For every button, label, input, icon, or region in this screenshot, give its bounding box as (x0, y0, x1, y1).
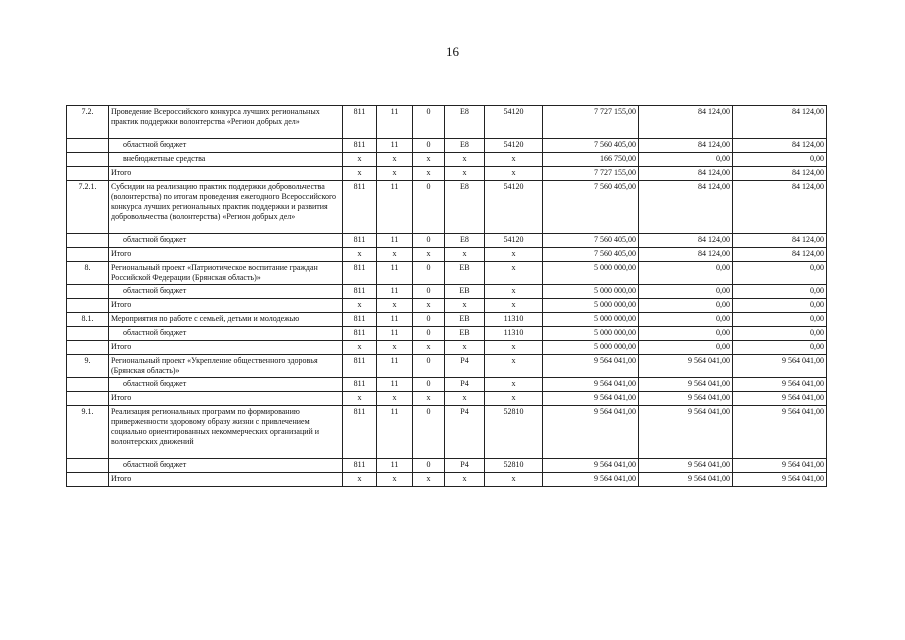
amount-1-cell: 5 000 000,00 (543, 313, 639, 327)
row-number-cell: 7.2.1. (67, 181, 109, 234)
row-number-cell (67, 248, 109, 262)
project-code-cell: E8 (445, 234, 485, 248)
program-code-cell: 0 (413, 285, 445, 299)
section-code-cell: 11 (377, 181, 413, 234)
row-name-cell: Региональный проект «Патриотическое воспитание граждан Российской Федерации (Брянская область)» (109, 262, 343, 285)
direction-code-cell: 52810 (485, 459, 543, 473)
project-code-cell: x (445, 341, 485, 355)
project-code-cell: x (445, 153, 485, 167)
amount-2-cell: 0,00 (639, 299, 733, 313)
row-name-cell: областной бюджет (109, 327, 343, 341)
section-code-cell: 11 (377, 378, 413, 392)
amount-1-cell: 9 564 041,00 (543, 378, 639, 392)
amount-3-cell: 9 564 041,00 (733, 473, 827, 487)
section-code-cell: x (377, 299, 413, 313)
amount-1-cell: 5 000 000,00 (543, 327, 639, 341)
row-number-cell: 8.1. (67, 313, 109, 327)
program-code-cell: x (413, 167, 445, 181)
program-code-cell: 0 (413, 355, 445, 378)
amount-2-cell: 84 124,00 (639, 139, 733, 153)
program-code-cell: 0 (413, 234, 445, 248)
amount-1-cell: 7 560 405,00 (543, 181, 639, 234)
program-code-cell: x (413, 153, 445, 167)
table-row (67, 459, 827, 473)
project-code-cell: x (445, 248, 485, 262)
table-row (67, 106, 827, 139)
direction-code-cell: x (485, 473, 543, 487)
ministry-code-cell: 811 (343, 139, 377, 153)
amount-1-cell: 7 560 405,00 (543, 139, 639, 153)
direction-code-cell: x (485, 167, 543, 181)
ministry-code-cell: x (343, 167, 377, 181)
row-name-cell: областной бюджет (109, 459, 343, 473)
row-name-cell: областной бюджет (109, 285, 343, 299)
section-code-cell: x (377, 392, 413, 406)
amount-3-cell: 84 124,00 (733, 139, 827, 153)
ministry-code-cell: 811 (343, 327, 377, 341)
direction-code-cell: x (485, 392, 543, 406)
section-code-cell: 11 (377, 459, 413, 473)
amount-2-cell: 0,00 (639, 285, 733, 299)
amount-1-cell: 9 564 041,00 (543, 406, 639, 459)
amount-1-cell: 5 000 000,00 (543, 285, 639, 299)
section-code-cell: 11 (377, 106, 413, 139)
direction-code-cell: x (485, 378, 543, 392)
amount-3-cell: 0,00 (733, 313, 827, 327)
amount-2-cell: 0,00 (639, 262, 733, 285)
project-code-cell: E8 (445, 106, 485, 139)
direction-code-cell: x (485, 299, 543, 313)
amount-2-cell: 0,00 (639, 153, 733, 167)
amount-3-cell: 0,00 (733, 262, 827, 285)
ministry-code-cell: 811 (343, 285, 377, 299)
amount-1-cell: 7 560 405,00 (543, 234, 639, 248)
table-row (67, 285, 827, 299)
amount-1-cell: 5 000 000,00 (543, 299, 639, 313)
table-row (67, 262, 827, 285)
ministry-code-cell: 811 (343, 313, 377, 327)
table-row (67, 392, 827, 406)
row-number-cell (67, 285, 109, 299)
row-name-cell: Итого (109, 248, 343, 262)
amount-2-cell: 0,00 (639, 313, 733, 327)
row-name-cell: областной бюджет (109, 234, 343, 248)
row-number-cell (67, 327, 109, 341)
direction-code-cell: x (485, 341, 543, 355)
ministry-code-cell: 811 (343, 234, 377, 248)
ministry-code-cell: x (343, 299, 377, 313)
project-code-cell: x (445, 299, 485, 313)
row-number-cell: 8. (67, 262, 109, 285)
budget-table (66, 105, 827, 487)
program-code-cell: 0 (413, 262, 445, 285)
section-code-cell: 11 (377, 285, 413, 299)
amount-3-cell: 9 564 041,00 (733, 392, 827, 406)
direction-code-cell: 54120 (485, 181, 543, 234)
amount-2-cell: 84 124,00 (639, 248, 733, 262)
row-name-cell: Реализация региональных программ по формированию приверженности здоровому образу жизни с привлечением социально ориентированных некоммерческих организаций и волонтерских движений (109, 406, 343, 459)
row-name-cell: Субсидии на реализацию практик поддержки добровольчества (волонтерства) по итогам проведения ежегодного Всероссийского конкурса лучших региональных практик поддержки и развития добровольчества (волонтерства) «Регион добрых дел» (109, 181, 343, 234)
amount-3-cell: 84 124,00 (733, 234, 827, 248)
section-code-cell: x (377, 167, 413, 181)
row-name-cell: Итого (109, 392, 343, 406)
program-code-cell: 0 (413, 313, 445, 327)
amount-2-cell: 84 124,00 (639, 234, 733, 248)
project-code-cell: EB (445, 285, 485, 299)
table-row (67, 139, 827, 153)
ministry-code-cell: x (343, 248, 377, 262)
amount-3-cell: 0,00 (733, 341, 827, 355)
table-row (67, 153, 827, 167)
section-code-cell: 11 (377, 139, 413, 153)
program-code-cell: 0 (413, 106, 445, 139)
amount-2-cell: 9 564 041,00 (639, 473, 733, 487)
amount-3-cell: 9 564 041,00 (733, 378, 827, 392)
direction-code-cell: x (485, 262, 543, 285)
row-name-cell: Региональный проект «Укрепление общественного здоровья (Брянская область)» (109, 355, 343, 378)
ministry-code-cell: x (343, 473, 377, 487)
project-code-cell: P4 (445, 406, 485, 459)
amount-2-cell: 84 124,00 (639, 106, 733, 139)
row-number-cell (67, 459, 109, 473)
row-name-cell: Итого (109, 299, 343, 313)
row-number-cell (67, 167, 109, 181)
project-code-cell: P4 (445, 459, 485, 473)
ministry-code-cell: 811 (343, 459, 377, 473)
row-number-cell (67, 378, 109, 392)
table-row (67, 355, 827, 378)
amount-3-cell: 9 564 041,00 (733, 355, 827, 378)
amount-2-cell: 84 124,00 (639, 167, 733, 181)
row-name-cell: Итого (109, 473, 343, 487)
row-name-cell: Мероприятия по работе с семьей, детьми и молодежью (109, 313, 343, 327)
table-row (67, 378, 827, 392)
amount-3-cell: 0,00 (733, 153, 827, 167)
ministry-code-cell: x (343, 153, 377, 167)
amount-3-cell: 84 124,00 (733, 248, 827, 262)
table-row (67, 313, 827, 327)
table-row (67, 327, 827, 341)
table-row (67, 234, 827, 248)
direction-code-cell: 54120 (485, 234, 543, 248)
project-code-cell: P4 (445, 355, 485, 378)
direction-code-cell: x (485, 285, 543, 299)
amount-1-cell: 5 000 000,00 (543, 262, 639, 285)
amount-1-cell: 7 727 155,00 (543, 106, 639, 139)
section-code-cell: 11 (377, 327, 413, 341)
table-row (67, 341, 827, 355)
row-number-cell (67, 299, 109, 313)
row-name-cell: Итого (109, 167, 343, 181)
amount-1-cell: 7 727 155,00 (543, 167, 639, 181)
amount-2-cell: 0,00 (639, 341, 733, 355)
amount-1-cell: 9 564 041,00 (543, 459, 639, 473)
ministry-code-cell: x (343, 392, 377, 406)
row-number-cell (67, 153, 109, 167)
direction-code-cell: x (485, 153, 543, 167)
section-code-cell: x (377, 341, 413, 355)
row-name-cell: Итого (109, 341, 343, 355)
ministry-code-cell: 811 (343, 262, 377, 285)
row-number-cell: 9. (67, 355, 109, 378)
project-code-cell: EB (445, 262, 485, 285)
amount-1-cell: 5 000 000,00 (543, 341, 639, 355)
ministry-code-cell: 811 (343, 106, 377, 139)
project-code-cell: x (445, 392, 485, 406)
amount-1-cell: 7 560 405,00 (543, 248, 639, 262)
table-row (67, 248, 827, 262)
row-number-cell (67, 139, 109, 153)
row-number-cell (67, 341, 109, 355)
section-code-cell: 11 (377, 355, 413, 378)
project-code-cell: EB (445, 327, 485, 341)
direction-code-cell: 52810 (485, 406, 543, 459)
ministry-code-cell: x (343, 341, 377, 355)
ministry-code-cell: 811 (343, 406, 377, 459)
project-code-cell: E8 (445, 181, 485, 234)
project-code-cell: EB (445, 313, 485, 327)
program-code-cell: x (413, 248, 445, 262)
program-code-cell: x (413, 392, 445, 406)
program-code-cell: 0 (413, 327, 445, 341)
amount-1-cell: 9 564 041,00 (543, 355, 639, 378)
table-row (67, 406, 827, 459)
section-code-cell: 11 (377, 406, 413, 459)
row-number-cell (67, 234, 109, 248)
project-code-cell: x (445, 167, 485, 181)
project-code-cell: E8 (445, 139, 485, 153)
program-code-cell: x (413, 341, 445, 355)
amount-3-cell: 84 124,00 (733, 106, 827, 139)
amount-1-cell: 9 564 041,00 (543, 473, 639, 487)
section-code-cell: 11 (377, 262, 413, 285)
amount-2-cell: 9 564 041,00 (639, 459, 733, 473)
program-code-cell: x (413, 473, 445, 487)
section-code-cell: x (377, 473, 413, 487)
row-number-cell: 7.2. (67, 106, 109, 139)
row-name-cell: внебюджетные средства (109, 153, 343, 167)
amount-3-cell: 0,00 (733, 327, 827, 341)
row-number-cell (67, 473, 109, 487)
table-row (67, 299, 827, 313)
row-name-cell: областной бюджет (109, 378, 343, 392)
section-code-cell: x (377, 248, 413, 262)
row-name-cell: областной бюджет (109, 139, 343, 153)
amount-2-cell: 9 564 041,00 (639, 392, 733, 406)
direction-code-cell: 11310 (485, 313, 543, 327)
table-row (67, 181, 827, 234)
table-row (67, 473, 827, 487)
direction-code-cell: x (485, 248, 543, 262)
program-code-cell: 0 (413, 459, 445, 473)
row-name-cell: Проведение Всероссийского конкурса лучших региональных практик поддержки волонтерства «Регион добрых дел» (109, 106, 343, 139)
section-code-cell: 11 (377, 313, 413, 327)
program-code-cell: x (413, 299, 445, 313)
section-code-cell: x (377, 153, 413, 167)
section-code-cell: 11 (377, 234, 413, 248)
ministry-code-cell: 811 (343, 181, 377, 234)
direction-code-cell: 54120 (485, 106, 543, 139)
row-number-cell (67, 392, 109, 406)
project-code-cell: P4 (445, 378, 485, 392)
program-code-cell: 0 (413, 139, 445, 153)
program-code-cell: 0 (413, 406, 445, 459)
amount-2-cell: 0,00 (639, 327, 733, 341)
amount-3-cell: 84 124,00 (733, 167, 827, 181)
row-number-cell: 9.1. (67, 406, 109, 459)
direction-code-cell: x (485, 355, 543, 378)
amount-3-cell: 84 124,00 (733, 181, 827, 234)
amount-2-cell: 84 124,00 (639, 181, 733, 234)
amount-1-cell: 166 750,00 (543, 153, 639, 167)
amount-3-cell: 0,00 (733, 285, 827, 299)
program-code-cell: 0 (413, 378, 445, 392)
direction-code-cell: 11310 (485, 327, 543, 341)
amount-2-cell: 9 564 041,00 (639, 406, 733, 459)
ministry-code-cell: 811 (343, 378, 377, 392)
amount-1-cell: 9 564 041,00 (543, 392, 639, 406)
ministry-code-cell: 811 (343, 355, 377, 378)
table-row (67, 167, 827, 181)
amount-3-cell: 9 564 041,00 (733, 406, 827, 459)
page-number: 16 (446, 44, 459, 59)
amount-2-cell: 9 564 041,00 (639, 355, 733, 378)
program-code-cell: 0 (413, 181, 445, 234)
project-code-cell: x (445, 473, 485, 487)
amount-3-cell: 9 564 041,00 (733, 459, 827, 473)
amount-2-cell: 9 564 041,00 (639, 378, 733, 392)
amount-3-cell: 0,00 (733, 299, 827, 313)
direction-code-cell: 54120 (485, 139, 543, 153)
